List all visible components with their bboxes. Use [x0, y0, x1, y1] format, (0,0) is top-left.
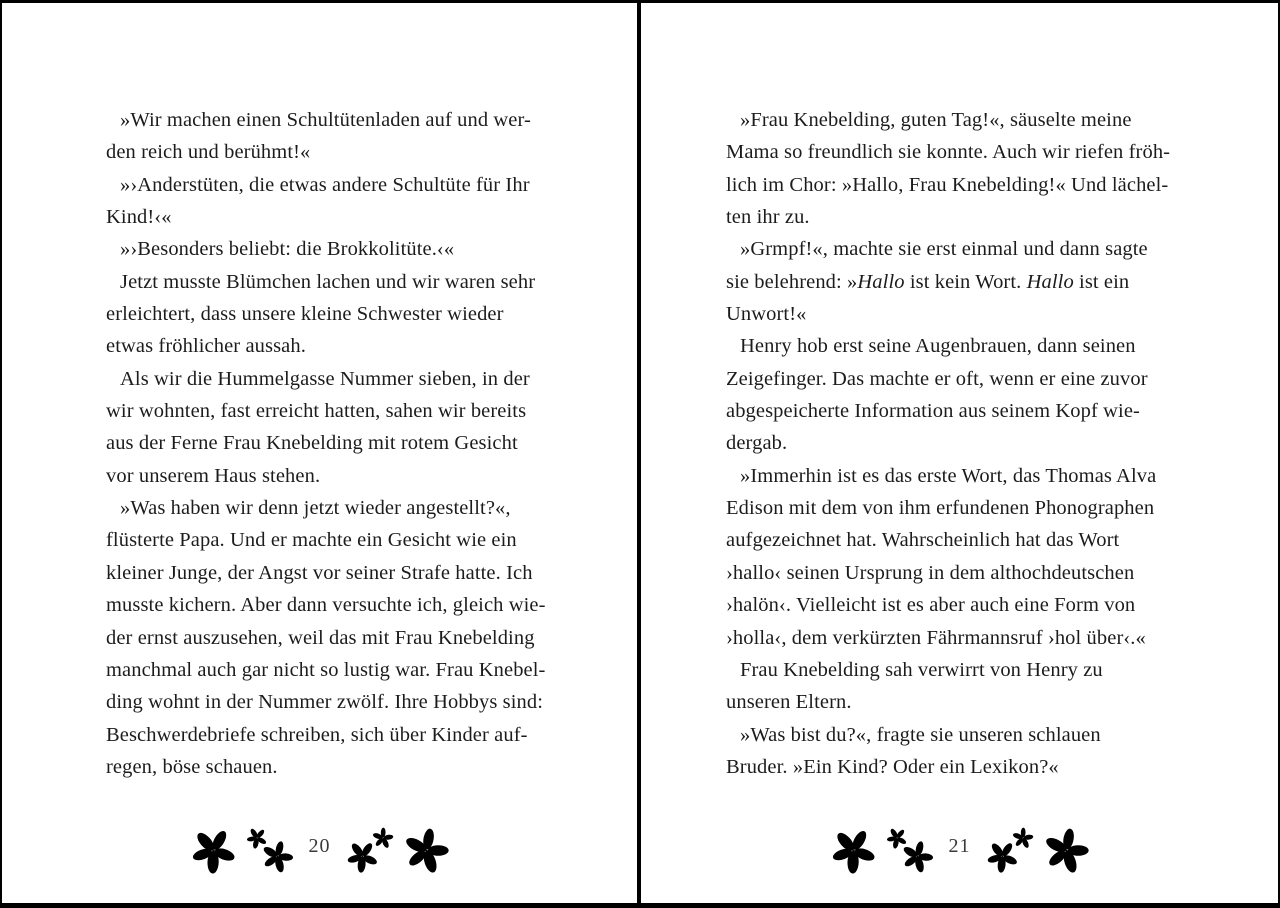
- text-line: »Frau Knebelding, guten Tag!«, säuselte meine: [740, 109, 1132, 131]
- text-line: »Grmpf!«, machte sie erst einmal und dann sagte: [740, 238, 1148, 261]
- flower-cluster: [246, 825, 294, 875]
- flower-cluster: [346, 825, 394, 875]
- text-line: ›holla‹, dem verkürzten Fährmannsruf ›hol über‹.«: [726, 626, 1146, 649]
- text-line: Edison mit dem von ihm erfundenen Phonographen: [726, 497, 1155, 520]
- text-line: ›halön‹. Vielleicht ist es aber auch eine Form von: [726, 594, 1136, 617]
- text-line: erleichtert, dass unsere kleine Schwester wieder: [106, 303, 504, 326]
- text-line: Mama so freundlich sie konnte. Auch wir riefen fröh-: [726, 141, 1171, 164]
- text-line: »Was bist du?«, fragte sie unseren schlauen: [740, 723, 1101, 746]
- text-line: Zeigefinger. Das machte er oft, wenn er eine zuvor: [726, 367, 1148, 390]
- text-line: ›hallo‹ seinen Ursprung in dem althochdeutschen: [726, 561, 1135, 584]
- text-line: unseren Eltern.: [726, 691, 852, 714]
- text-line: vor unserem Haus stehen.: [106, 464, 321, 487]
- page-right: [641, 0, 1278, 908]
- text-line: Bruder. »Ein Kind? Oder ein Lexikon?«: [726, 755, 1059, 778]
- page-right-text: [726, 104, 1171, 783]
- text-line: Jetzt musste Blümchen lachen und wir waren sehr: [120, 270, 536, 293]
- text-line: manchmal auch gar nicht so lustig war. Frau Knebel-: [106, 658, 546, 681]
- text-line: flüsterte Papa. Und er machte ein Gesicht wie ein: [106, 529, 517, 552]
- text-line: Unwort!«: [726, 303, 807, 326]
- flower-icon: [1038, 822, 1094, 878]
- page-right-footer: [641, 824, 1278, 876]
- text-line: musste kichern. Aber dann versuchte ich, gleich wie-: [106, 594, 546, 617]
- text-line: Beschwerdebriefe schreiben, sich über Kinder auf-: [106, 723, 528, 746]
- text-line: »Wir machen einen Schultütenladen auf und wer-: [120, 109, 531, 131]
- text-line: kleiner Junge, der Angst vor seiner Strafe hatte. Ich: [106, 561, 533, 584]
- flower-cluster: [986, 825, 1034, 875]
- text-line: »Was haben wir denn jetzt wieder angestellt?«,: [120, 497, 511, 520]
- text-line: Als wir die Hummelgasse Nummer sieben, in der: [120, 367, 530, 390]
- text-line: der ernst auszusehen, weil das mit Frau Knebelding: [106, 626, 535, 649]
- text-line: »›Anderstüten, die etwas andere Schultüte für Ihr: [120, 173, 530, 196]
- flower-icon: [826, 823, 879, 876]
- flower-icon: [186, 823, 239, 876]
- text-line: abgespeicherte Information aus seinem Kopf wie-: [726, 400, 1140, 423]
- text-line: aufgezeichnet hat. Wahrscheinlich hat das Wort: [726, 529, 1120, 552]
- text-line: Henry hob erst seine Augenbrauen, dann seinen: [740, 335, 1136, 358]
- text-line: »Immerhin ist es das erste Wort, das Thomas Alva: [740, 464, 1157, 487]
- page-left-text: [106, 104, 548, 783]
- text-line: lich im Chor: »Hallo, Frau Knebelding!« Und lächel-: [726, 173, 1169, 196]
- page-number: 20: [308, 834, 331, 857]
- text-line: wir wohnten, fast erreicht hatten, sahen wir bereits: [106, 400, 527, 423]
- flower-cluster: [886, 825, 934, 875]
- flower-icon: [898, 838, 935, 875]
- text-line: etwas fröhlicher aussah.: [106, 335, 306, 358]
- text-line: ten ihr zu.: [726, 206, 810, 229]
- page-left: [2, 0, 637, 908]
- text-line: Kind!‹«: [106, 206, 172, 229]
- text-line: regen, böse schauen.: [106, 755, 278, 778]
- text-line: den reich und berühmt!«: [106, 141, 311, 164]
- text-line: dergab.: [726, 432, 788, 455]
- text-line: ding wohnt in der Nummer zwölf. Ihre Hobbys sind:: [106, 691, 544, 714]
- flower-icon: [258, 838, 295, 875]
- text-line: »›Besonders beliebt: die Brokkolitüte.‹«: [120, 238, 455, 261]
- text-line: sie belehrend: »Hallo ist kein Wort. Hallo ist ein: [726, 270, 1130, 293]
- flower-icon: [398, 822, 454, 878]
- page-left-footer: [2, 824, 637, 876]
- text-line: Frau Knebelding sah verwirrt von Henry zu: [740, 658, 1103, 681]
- page-number: 21: [948, 834, 971, 857]
- text-line: aus der Ferne Frau Knebelding mit rotem Gesicht: [106, 432, 518, 455]
